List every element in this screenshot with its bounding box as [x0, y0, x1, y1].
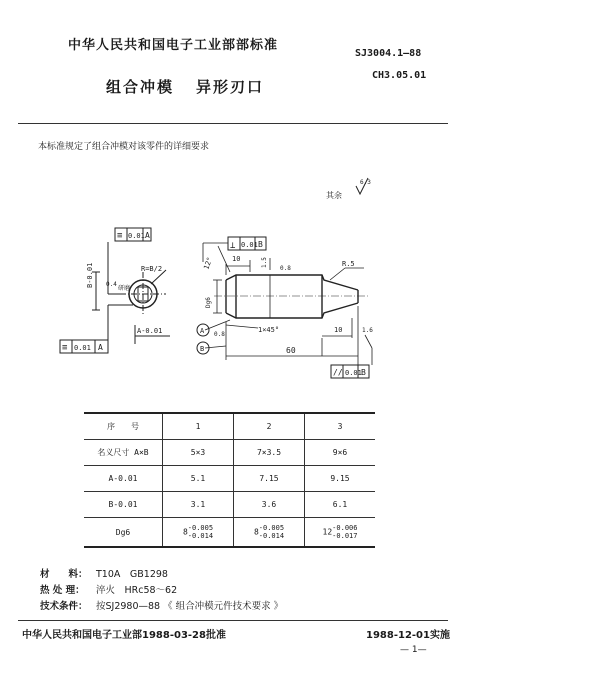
- table-cell: B-0.01: [84, 492, 163, 518]
- tech-label: 技术条件：: [40, 601, 88, 612]
- fc-perp-datum: B: [258, 240, 263, 249]
- material-value: T10A GB1298: [96, 569, 168, 580]
- tol-upper: -0.006: [332, 524, 358, 532]
- tol-lower: -0.014: [258, 532, 285, 540]
- table-cell: 9.15: [305, 466, 376, 492]
- document-title: [106, 76, 286, 97]
- fc-left-bottom-symbol: ≡: [62, 343, 68, 353]
- table-cell: 9×6: [305, 440, 376, 466]
- fc-left-top-value: 0.01: [128, 232, 145, 240]
- title-part-2: 异形刃口: [196, 78, 265, 96]
- fc-left-top-symbol: ≡: [117, 231, 123, 241]
- standard-code: SJ3004.1—88: [355, 48, 422, 59]
- table-header-cell: 1: [163, 413, 234, 440]
- footer-divider: [18, 620, 448, 621]
- header-divider: [18, 123, 448, 124]
- tol-base: 8: [253, 527, 259, 537]
- table-row: [84, 440, 375, 466]
- radius-label: R=B/2: [141, 265, 163, 273]
- angle-label: 12°: [202, 256, 215, 271]
- table-cell: 3.6: [234, 492, 305, 518]
- table-cell: A-0.01: [84, 466, 163, 492]
- fc-left-bottom-value: 0.01: [74, 344, 91, 352]
- r5-label: R.5: [342, 260, 355, 268]
- title-part-1: 组合冲模: [106, 78, 175, 96]
- fc-par-symbol: //: [333, 368, 343, 377]
- heat-label: 热 处 理：: [40, 585, 85, 596]
- table-cell: 3.1: [163, 492, 234, 518]
- roughness-value: 6.3: [360, 179, 371, 186]
- approval-text: 中华人民共和国电子工业部1988-03-28批准: [22, 630, 226, 641]
- dim-10-right: 10: [334, 326, 343, 334]
- rough-08b: 0.8: [214, 331, 225, 338]
- table-cell: 名义尺寸 A×B: [84, 440, 163, 466]
- implementation-date: 1988-12-01实施: [366, 630, 450, 641]
- dim-15: 1.5: [261, 257, 268, 268]
- technical-drawing: [0, 160, 600, 400]
- table-row: [84, 466, 375, 492]
- tech-condition-line: [40, 598, 283, 612]
- table-cell: Dg6: [84, 518, 163, 548]
- tol-upper: -0.005: [258, 524, 285, 532]
- table-header-cell: 3: [305, 413, 376, 440]
- tol-upper: -0.005: [187, 524, 214, 532]
- roughness-note: 其余: [326, 191, 342, 200]
- tol-lower: -0.014: [187, 532, 214, 540]
- rough-08: 0.8: [280, 265, 291, 272]
- datum-b-label: B: [200, 345, 205, 353]
- table-cell: 6.1: [305, 492, 376, 518]
- fc-par-value: 0.01: [345, 369, 362, 377]
- table-cell: 7×3.5: [234, 440, 305, 466]
- dim-a-label: A-0.01: [137, 327, 163, 335]
- heat-value: 淬火 HRc58～62: [96, 585, 178, 596]
- table-cell: [305, 518, 376, 548]
- fc-left-top-datum: A: [145, 231, 150, 240]
- tol-base: 8: [182, 527, 188, 537]
- grind-note: 研磨: [118, 285, 131, 292]
- standard-organization: 中华人民共和国电子工业部部标准: [68, 38, 279, 53]
- table-cell: 5.1: [163, 466, 234, 492]
- table-header-cell: 序 号: [84, 413, 163, 440]
- dia-label: Dg6: [205, 297, 212, 308]
- fc-left-bottom-datum: A: [98, 343, 103, 352]
- tol-lower: -0.017: [332, 532, 358, 540]
- table-row: [84, 518, 375, 548]
- rough-16: 1.6: [362, 327, 373, 334]
- tech-value: 按SJ2980—88 《 组合冲模元件技术要求 》: [96, 601, 284, 612]
- tol-base: 12: [322, 527, 333, 537]
- chamfer-label: 1×45°: [258, 326, 280, 334]
- page-number: — 1—: [400, 645, 427, 655]
- fc-perp-value: 0.01: [241, 241, 258, 249]
- table-cell: 5×3: [163, 440, 234, 466]
- table-header-row: [84, 413, 375, 440]
- roughness-04: 0.4: [106, 281, 117, 288]
- dim-b-label: B-0.01: [86, 262, 94, 288]
- table-header-cell: 2: [234, 413, 305, 440]
- fc-par-datum: B: [361, 368, 366, 377]
- heat-treatment-line: [40, 582, 177, 596]
- dim-10-top: 10: [232, 255, 241, 263]
- table-row: [84, 492, 375, 518]
- fc-perp-symbol: ⊥: [230, 241, 236, 251]
- classification-code: CH3.05.01: [372, 70, 427, 81]
- material-label: 材 料：: [40, 569, 88, 580]
- datum-a-label: A: [200, 327, 205, 335]
- table-cell: 7.15: [234, 466, 305, 492]
- side-view: [214, 275, 370, 318]
- scope-text: 本标准规定了组合冲模对该零件的详细要求: [38, 142, 210, 152]
- length-label: 60: [286, 346, 296, 355]
- table-cell: [163, 518, 234, 548]
- spec-table: [84, 412, 375, 548]
- material-line: [40, 566, 168, 580]
- table-cell: [234, 518, 305, 548]
